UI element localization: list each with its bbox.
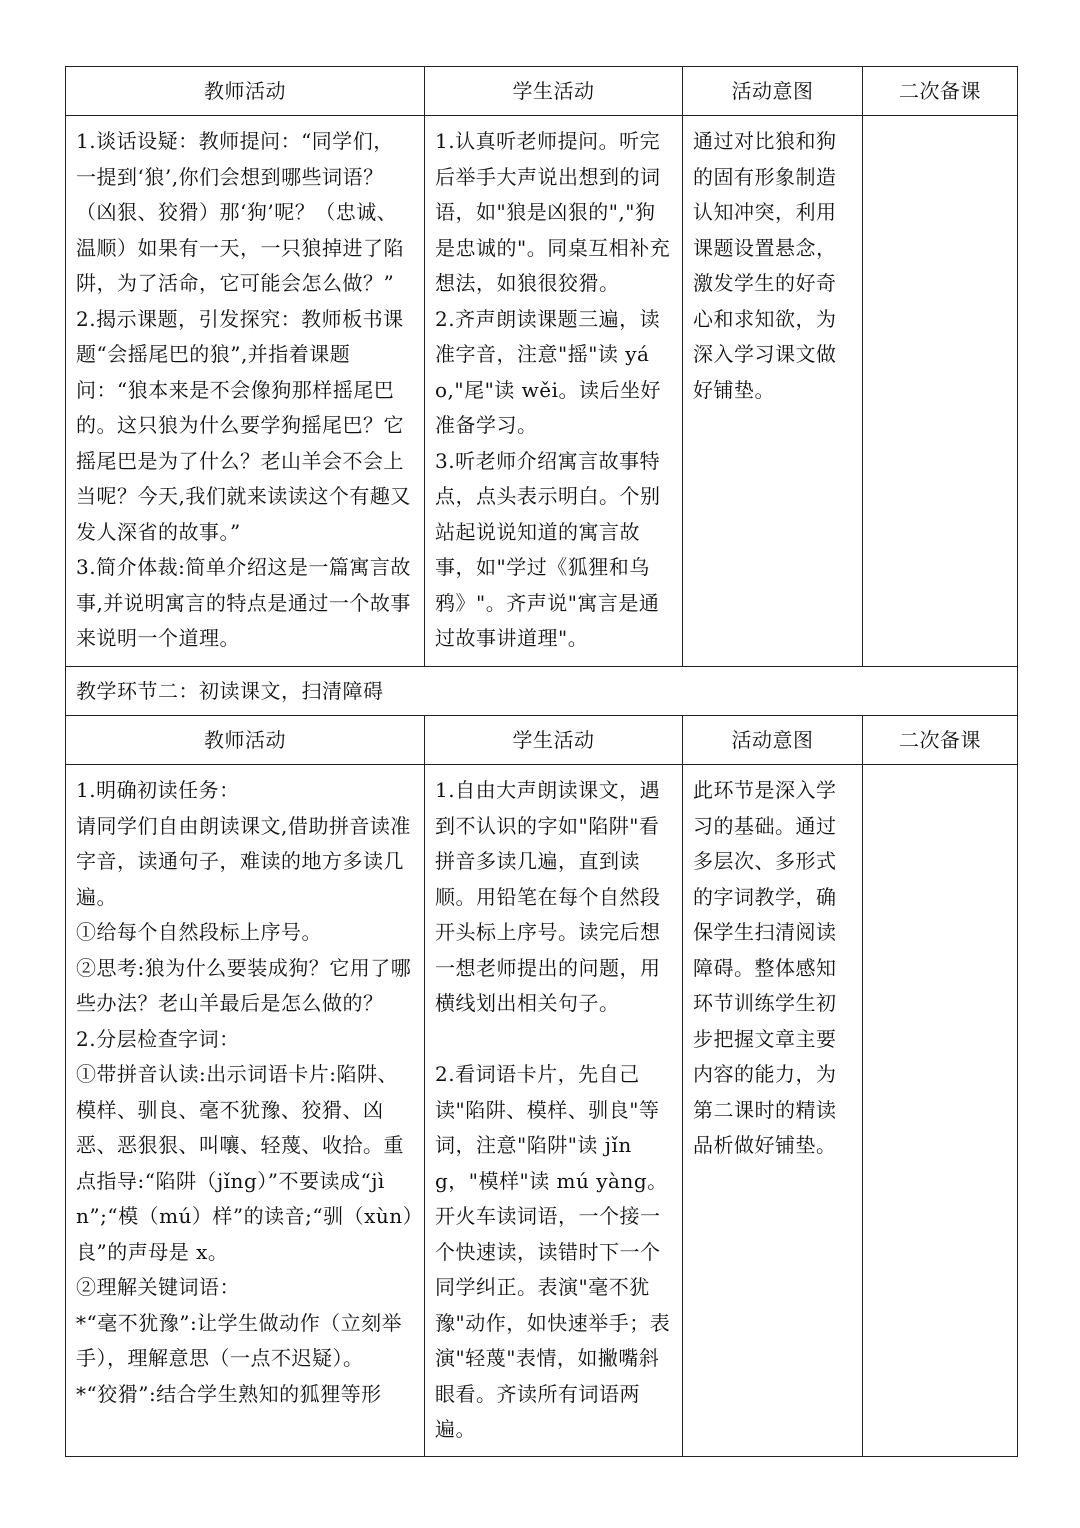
lesson-plan-table	[65, 66, 1018, 1457]
content-row-2	[66, 765, 1018, 1457]
activity-intent-cell	[683, 765, 863, 1457]
header-student-activity: 学生活动	[425, 716, 683, 765]
teacher-activity-cell	[66, 116, 425, 667]
header-activity-intent: 活动意图	[683, 716, 863, 765]
teacher-step: 2.分层检查字词：	[76, 1026, 240, 1051]
teacher-step: ①带拼音认读:出示词语卡片:陷阱、模样、驯良、毫不犹豫、狡猾、凶恶、恶狠狠、叫嚷、轻蔑、收拾。重点指导:“陷阱（jǐng）”不要读成“jìn”;“模（mú）样”的读音;“驯（xùn）良”的声母是 x。	[76, 1062, 414, 1264]
header-second-prep: 二次备课	[863, 716, 1018, 765]
header-teacher-activity: 教师活动	[66, 67, 425, 116]
intent-text: 通过对比狼和狗的固有形象制造认知冲突，利用课题设置悬念，激发学生的好奇心和求知欲，为深入学习课文做好铺垫。	[693, 129, 837, 402]
teacher-step: 2.揭示课题，引发探究：教师板书课题“会摇尾巴的狼”,并指着课题问：“狼本来是不会像狗那样摇尾巴的。这只狼为什么要学狗摇尾巴？它摇尾巴是为了什么？老山羊会不会上当呢？今天,我们就来读读这个有趣又发人深省的故事。”	[76, 306, 411, 544]
header-teacher-activity: 教师活动	[66, 716, 425, 765]
paragraph-gap	[435, 1022, 672, 1058]
teacher-step: 请同学们自由朗读课文,借助拼音读准字音，读通句子，难读的地方多读几遍。	[76, 813, 411, 909]
teacher-step: *“狡猾”:结合学生熟知的狐狸等形	[76, 1381, 382, 1406]
header-second-prep: 二次备课	[863, 67, 1018, 116]
activity-intent-cell	[683, 116, 863, 667]
teacher-step: ②思考:狼为什么要装成狗？它用了哪些办法？老山羊最后是怎么做的？	[76, 955, 412, 1015]
header-student-activity: 学生活动	[425, 67, 683, 116]
student-step: 2.看词语卡片，先自己读"陷阱、模样、驯良"等词，注意"陷阱"读 jǐng，"模样"读 mú yàng。开火车读词语，一个接一个快速读，读错时下一个同学纠正。表演"毫不犹豫"动作，如快速举手；表演"轻蔑"表情，如撇嘴斜眼看。齐读所有词语两遍。	[435, 1062, 671, 1441]
teacher-step: *“毫不犹豫”:让学生做动作（立刻举手），理解意思（一点不迟疑）。	[76, 1310, 403, 1370]
content-row-1	[66, 116, 1018, 667]
teacher-step: ①给每个自然段标上序号。	[76, 920, 322, 944]
student-step: 2.齐声朗读课题三遍，读准字音，注意"摇"读 yáo,"尾"读 wěi。读后坐好准备学习。	[435, 306, 662, 437]
student-step: 1.自由大声朗读课文，遇到不认识的字如"陷阱"看拼音多读几遍，直到读顺。用铅笔在每个自然段开头标上序号。读完后想一想老师提出的问题，用横线划出相关句子。	[435, 778, 661, 1015]
table-header-row-2	[66, 716, 1018, 765]
teacher-step: ②理解关键词语：	[76, 1275, 240, 1299]
intent-text: 此环节是深入学习的基础。通过多层次、多形式的字词教学，确保学生扫清阅读障碍。整体感知环节训练学生初步把握文章主要内容的能力，为第二课时的精读品析做好铺垫。	[693, 778, 837, 1157]
table-header-row	[66, 67, 1018, 116]
student-activity-cell	[425, 116, 683, 667]
student-step: 3.听老师介绍寓言故事特点，点头表示明白。个别站起说说知道的寓言故事，如"学过《狐狸和乌鸦》"。齐声说"寓言是通过故事讲道理"。	[435, 448, 661, 650]
section-title-row	[66, 667, 1018, 716]
student-step: 1.认真听老师提问。听完后举手大声说出想到的词语，如"狼是凶狠的","狗是忠诚的"。同桌互相补充想法，如狼很狡猾。	[435, 129, 671, 295]
teacher-step: 1.谈话设疑：教师提问：“同学们，一提到‘狼’,你们会想到哪些词语？（凶狠、狡猾）那‘狗’呢？（忠诚、温顺）如果有一天，一只狼掉进了陷阱，为了活命，它可能会怎么做？”	[76, 129, 404, 295]
teacher-step: 3.简介体裁:简单介绍这是一篇寓言故事,并说明寓言的特点是通过一个故事来说明一个道理。	[76, 555, 411, 650]
header-activity-intent: 活动意图	[683, 67, 863, 116]
second-prep-cell	[863, 116, 1018, 667]
second-prep-cell	[863, 765, 1018, 1457]
student-activity-cell	[425, 765, 683, 1457]
teacher-activity-cell	[66, 765, 425, 1457]
teacher-step: 1.明确初读任务：	[76, 778, 240, 802]
section-title: 教学环节二：初读课文，扫清障碍	[66, 667, 1018, 716]
